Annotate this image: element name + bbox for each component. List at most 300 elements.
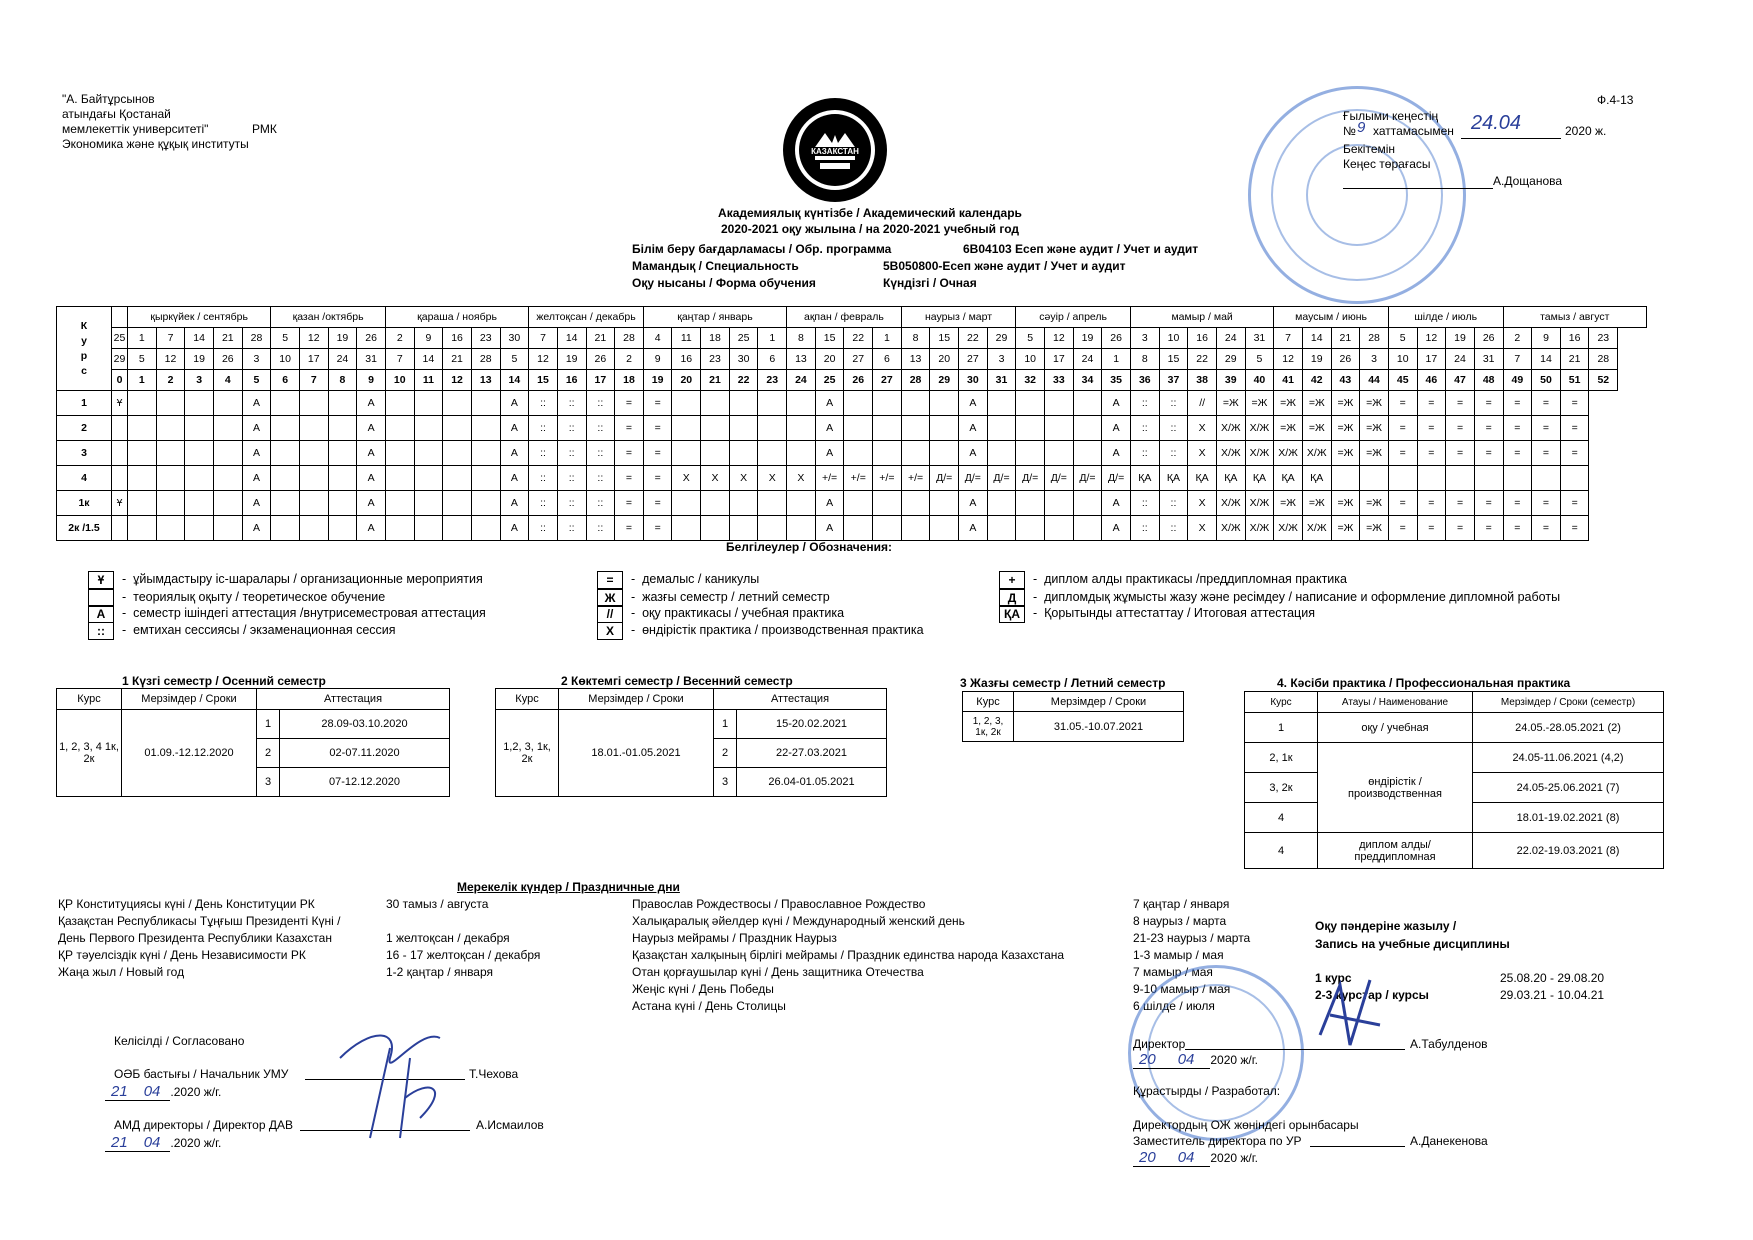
week-start-day: 14 bbox=[185, 328, 214, 349]
calendar-cell: А bbox=[959, 491, 988, 516]
calendar-cell: Д/= bbox=[1073, 466, 1102, 491]
legend-text-value: емтихан сессиясы / экзаменационная сессия bbox=[133, 623, 396, 637]
holiday-date: 8 наурыз / марта bbox=[1133, 914, 1227, 928]
calendar-cell: А bbox=[815, 391, 844, 416]
calendar-cell: :: bbox=[1130, 416, 1159, 441]
week-start-day: 14 bbox=[557, 328, 586, 349]
calendar-cell: А bbox=[1102, 391, 1131, 416]
calendar-cell bbox=[930, 441, 959, 466]
month-header: шілде / июль bbox=[1388, 307, 1503, 328]
holiday-date: 7 мамыр / мая bbox=[1133, 965, 1213, 979]
week-end-day: 12 bbox=[1274, 349, 1303, 370]
calendar-cell bbox=[328, 416, 357, 441]
calendar-cell: Х bbox=[758, 466, 787, 491]
sem3-period: 31.05.-10.07.2021 bbox=[1014, 712, 1184, 742]
director-date bbox=[1133, 1052, 1258, 1068]
sem2-att-date: 15-20.02.2021 bbox=[737, 710, 887, 739]
calendar-cell bbox=[185, 516, 214, 541]
calendar-cell bbox=[328, 466, 357, 491]
calendar-cell: :: bbox=[557, 516, 586, 541]
practice-title: 4. Кәсіби практика / Профессиональная практика bbox=[1277, 676, 1571, 690]
legend-text-value: ұйымдастыру іс-шаралары / организационные мероприятия bbox=[133, 572, 483, 586]
month-header: маусым / июнь bbox=[1274, 307, 1389, 328]
calendar-cell: ҚА bbox=[1188, 466, 1217, 491]
calendar-cell bbox=[1532, 466, 1561, 491]
practice-h-period: Мерзімдер / Сроки (семестр) bbox=[1473, 692, 1664, 713]
calendar-cell: ҚА bbox=[1159, 466, 1188, 491]
calendar-cell: А bbox=[357, 416, 386, 441]
legend-text: - Қорытынды аттестаттау / Итоговая аттестация bbox=[1033, 606, 1315, 620]
kurs-label: 4 bbox=[57, 466, 112, 491]
calendar-cell bbox=[443, 416, 472, 441]
holiday-date: 9-10 мамыр / мая bbox=[1133, 982, 1231, 996]
week-number: 6 bbox=[271, 370, 300, 391]
week-number: 38 bbox=[1188, 370, 1217, 391]
calendar-cell bbox=[844, 516, 873, 541]
calendar-cell: А bbox=[500, 466, 529, 491]
calendar-cell bbox=[271, 516, 300, 541]
legend-text: - дипломдық жұмысты жазу және ресімдеу / написание и оформление дипломной работы bbox=[1033, 590, 1561, 604]
week-start-day: 25 bbox=[729, 328, 758, 349]
legend-text-value: жазғы семестр / летний семестр bbox=[642, 590, 830, 604]
calendar-cell bbox=[443, 491, 472, 516]
calendar-cell bbox=[213, 441, 242, 466]
calendar-cell: ҚА bbox=[1302, 466, 1331, 491]
calendar-cell: :: bbox=[529, 466, 558, 491]
calendar-cell: = bbox=[1417, 391, 1446, 416]
calendar-cell: = bbox=[1503, 391, 1532, 416]
director-label: Директор bbox=[1133, 1037, 1186, 1051]
calendar-cell: = bbox=[1560, 516, 1589, 541]
legend-text-value: демалыс / каникулы bbox=[642, 572, 760, 586]
week-number: 28 bbox=[901, 370, 930, 391]
calendar-cell: Д/= bbox=[1102, 466, 1131, 491]
legend-text: - семестр ішіндегі аттестация /внутрисеместровая аттестация bbox=[122, 606, 486, 620]
legend-text-value: семестр ішіндегі аттестация /внутрисеместровая аттестация bbox=[133, 606, 486, 620]
week-number: 45 bbox=[1388, 370, 1417, 391]
calendar-cell bbox=[385, 466, 414, 491]
calendar-cell: :: bbox=[586, 491, 615, 516]
legend-symbol: // bbox=[597, 605, 623, 623]
calendar-cell: +/= bbox=[844, 466, 873, 491]
week-number: 46 bbox=[1417, 370, 1446, 391]
calendar-cell bbox=[299, 466, 328, 491]
calendar-cell: Х bbox=[787, 466, 816, 491]
calendar-cell bbox=[987, 416, 1016, 441]
calendar-cell bbox=[1446, 466, 1475, 491]
sem2-table bbox=[495, 688, 887, 797]
week-end-day: 19 bbox=[557, 349, 586, 370]
legend-text: - теориялық оқыту / теоретическое обучение bbox=[122, 590, 386, 604]
sem2-att-date: 26.04-01.05.2021 bbox=[737, 768, 887, 797]
week-start-day: 15 bbox=[930, 328, 959, 349]
week-start-day: 22 bbox=[959, 328, 988, 349]
week-end-day: 10 bbox=[1388, 349, 1417, 370]
academic-calendar bbox=[56, 306, 1647, 541]
calendar-cell bbox=[1474, 466, 1503, 491]
week-end-day: 31 bbox=[1474, 349, 1503, 370]
week-number: 1 bbox=[128, 370, 157, 391]
calendar-cell bbox=[271, 441, 300, 466]
week-number: 37 bbox=[1159, 370, 1188, 391]
week-end-day: 30 bbox=[729, 349, 758, 370]
calendar-cell: А bbox=[242, 441, 271, 466]
week-end-day: 13 bbox=[901, 349, 930, 370]
calendar-cell bbox=[672, 516, 701, 541]
director-date-month: 04 bbox=[1162, 1051, 1211, 1069]
specialty-value: 5В050800-Есеп және аудит / Учет и аудит bbox=[883, 259, 1126, 273]
week-start-day: 22 bbox=[844, 328, 873, 349]
calendar-cell: =Ж bbox=[1331, 491, 1360, 516]
calendar-cell: :: bbox=[1130, 441, 1159, 466]
calendar-cell: Х/Ж bbox=[1216, 441, 1245, 466]
month-header: желтоқсан / декабрь bbox=[529, 307, 644, 328]
calendar-cell bbox=[385, 441, 414, 466]
calendar-cell: ҚА bbox=[1245, 466, 1274, 491]
calendar-cell: А bbox=[357, 391, 386, 416]
calendar-cell: :: bbox=[586, 416, 615, 441]
calendar-cell: = bbox=[1446, 416, 1475, 441]
calendar-cell: // bbox=[1188, 391, 1217, 416]
week-number: 27 bbox=[873, 370, 902, 391]
week-number: 49 bbox=[1503, 370, 1532, 391]
practice-period: 24.05-11.06.2021 (4,2) bbox=[1473, 743, 1664, 773]
calendar-cell: = bbox=[643, 466, 672, 491]
calendar-cell bbox=[930, 516, 959, 541]
calendar-cell: А bbox=[242, 416, 271, 441]
calendar-cell: =Ж bbox=[1360, 416, 1389, 441]
umu-label: ОӘБ бастығы / Начальник УМУ bbox=[114, 1067, 289, 1081]
sem1-period: 01.09.-12.12.2020 bbox=[122, 710, 257, 797]
week-start-day: 16 bbox=[443, 328, 472, 349]
approval-chair-name: А.Дощанова bbox=[1493, 174, 1563, 188]
calendar-cell bbox=[414, 391, 443, 416]
holiday-name: Астана күні / День Столицы bbox=[632, 999, 786, 1013]
director-name: А.Табулденов bbox=[1410, 1037, 1488, 1051]
calendar-cell bbox=[443, 391, 472, 416]
calendar-cell bbox=[112, 516, 128, 541]
institution-line2: атындағы Қостанай bbox=[62, 107, 171, 121]
week-start-day: 19 bbox=[1073, 328, 1102, 349]
calendar-cell: А bbox=[500, 491, 529, 516]
week-end-day: 17 bbox=[1417, 349, 1446, 370]
calendar-cell bbox=[1045, 441, 1074, 466]
approval-year: 2020 ж. bbox=[1565, 124, 1607, 138]
week-start-day: 16 bbox=[1560, 328, 1589, 349]
week-start-day: 28 bbox=[615, 328, 644, 349]
week-end-day: 28 bbox=[1589, 349, 1618, 370]
calendar-cell: = bbox=[1532, 416, 1561, 441]
form-value: Күндізгі / Очная bbox=[883, 276, 977, 290]
university-logo-icon bbox=[780, 95, 890, 205]
institution-line1: "А. Байтұрсынов bbox=[62, 92, 155, 106]
legend-text: - ұйымдастыру іс-шаралары / организационные мероприятия bbox=[122, 572, 483, 586]
calendar-cell: = bbox=[615, 466, 644, 491]
week-start-day: 4 bbox=[643, 328, 672, 349]
calendar-cell: А bbox=[1102, 441, 1131, 466]
week-end-day: 3 bbox=[987, 349, 1016, 370]
dav-label: АМД директоры / Директор ДАВ bbox=[114, 1118, 293, 1132]
enroll-title2: Запись на учебные дисциплины bbox=[1315, 937, 1510, 951]
calendar-cell: А bbox=[1102, 416, 1131, 441]
week-start-day: 7 bbox=[529, 328, 558, 349]
enroll-title1: Оқу пәндеріне жазылу / bbox=[1315, 919, 1457, 933]
calendar-cell: Д/= bbox=[1045, 466, 1074, 491]
director-date-year: 2020 ж/г. bbox=[1210, 1053, 1259, 1067]
week-number: 2 bbox=[156, 370, 185, 391]
calendar-cell bbox=[128, 516, 157, 541]
logo-text: КАЗАКСТАН bbox=[811, 147, 859, 156]
calendar-cell bbox=[873, 441, 902, 466]
calendar-cell bbox=[271, 491, 300, 516]
institution-line3: мемлекеттік университеті" bbox=[62, 122, 209, 136]
practice-kurs: 2, 1к bbox=[1245, 743, 1318, 773]
calendar-cell bbox=[128, 416, 157, 441]
week-start-day: 21 bbox=[1331, 328, 1360, 349]
holiday-name: Православ Рождествосы / Православное Рождество bbox=[632, 897, 926, 911]
calendar-cell bbox=[758, 516, 787, 541]
institution-block bbox=[62, 92, 277, 152]
week-number: 25 bbox=[815, 370, 844, 391]
calendar-cell: А bbox=[959, 441, 988, 466]
sem3-kurs: 1, 2, 3, 1к, 2к bbox=[963, 712, 1014, 742]
sem2-h-kurs: Курс bbox=[496, 689, 559, 710]
signature-icon bbox=[1310, 975, 1390, 1070]
practice-period: 22.02-19.03.2021 (8) bbox=[1473, 833, 1664, 869]
calendar-cell bbox=[271, 416, 300, 441]
week-start-day: 26 bbox=[1102, 328, 1131, 349]
calendar-cell: А bbox=[1102, 491, 1131, 516]
calendar-cell bbox=[471, 391, 500, 416]
sem2-att-n: 2 bbox=[714, 739, 737, 768]
approval-date: 24.04 bbox=[1471, 112, 1522, 134]
week-number: 50 bbox=[1532, 370, 1561, 391]
legend-symbol: А bbox=[88, 605, 114, 623]
calendar-cell: Х bbox=[729, 466, 758, 491]
week-number: 22 bbox=[729, 370, 758, 391]
week-end-day: 14 bbox=[414, 349, 443, 370]
week-end-day: 17 bbox=[1045, 349, 1074, 370]
week-end-day: 14 bbox=[1532, 349, 1561, 370]
calendar-cell bbox=[1073, 441, 1102, 466]
calendar-cell: А bbox=[500, 441, 529, 466]
week-start-day: 21 bbox=[213, 328, 242, 349]
sem1-att-n: 2 bbox=[257, 739, 280, 768]
enroll-kurs: 1 курс bbox=[1315, 971, 1352, 985]
week-start-day: 1 bbox=[758, 328, 787, 349]
week-start-day: 23 bbox=[1589, 328, 1618, 349]
week-end-day: 3 bbox=[1360, 349, 1389, 370]
deputy-label2: Заместитель директора по УР bbox=[1133, 1134, 1302, 1148]
form-label: Оқу нысаны / Форма обучения bbox=[632, 276, 816, 290]
calendar-cell: = bbox=[1388, 416, 1417, 441]
week-start-day: 11 bbox=[672, 328, 701, 349]
month-header: сәуір / апрель bbox=[1016, 307, 1131, 328]
calendar-cell bbox=[156, 391, 185, 416]
practice-period: 24.05.-28.05.2021 (2) bbox=[1473, 713, 1664, 743]
calendar-cell: = bbox=[1560, 391, 1589, 416]
program-label: Білім беру бағдарламасы / Обр. программа bbox=[632, 242, 892, 256]
calendar-cell: Х/Ж bbox=[1245, 416, 1274, 441]
calendar-cell: Х bbox=[1188, 416, 1217, 441]
week-start-day: 28 bbox=[1360, 328, 1389, 349]
calendar-cell bbox=[701, 516, 730, 541]
week-number: 39 bbox=[1216, 370, 1245, 391]
kurs-header-letter: у bbox=[81, 334, 87, 347]
calendar-cell bbox=[1045, 391, 1074, 416]
dav-date-year: .2020 ж/г. bbox=[170, 1136, 222, 1150]
calendar-cell bbox=[385, 416, 414, 441]
calendar-cell bbox=[471, 441, 500, 466]
sem1-att-date: 07-12.12.2020 bbox=[280, 768, 450, 797]
week-number: 7 bbox=[299, 370, 328, 391]
week-end-day: 23 bbox=[701, 349, 730, 370]
week-start-day: 1 bbox=[128, 328, 157, 349]
calendar-cell: +/= bbox=[901, 466, 930, 491]
calendar-cell: ҚА bbox=[1130, 466, 1159, 491]
calendar-cell: А bbox=[242, 516, 271, 541]
month-header: наурыз / март bbox=[901, 307, 1016, 328]
legend-text-value: оқу практикасы / учебная практика bbox=[642, 606, 845, 620]
legend-text-value: Қорытынды аттестаттау / Итоговая аттестация bbox=[1044, 606, 1315, 620]
practice-h-kurs: Курс bbox=[1245, 692, 1318, 713]
holiday-name: Халықаралық әйелдер күні / Международный женский день bbox=[632, 914, 965, 928]
week-end-day: 21 bbox=[1560, 349, 1589, 370]
calendar-cell: А bbox=[357, 441, 386, 466]
calendar-cell: = bbox=[1560, 491, 1589, 516]
month-header: ақпан / февраль bbox=[787, 307, 902, 328]
calendar-cell: +/= bbox=[815, 466, 844, 491]
week-start-day: 7 bbox=[1274, 328, 1303, 349]
calendar-cell: Х/Ж bbox=[1274, 441, 1303, 466]
practice-name: диплом алды/ преддипломная bbox=[1318, 833, 1473, 869]
calendar-cell bbox=[185, 391, 214, 416]
calendar-cell: = bbox=[1446, 391, 1475, 416]
dav-date-month: 04 bbox=[134, 1134, 171, 1152]
week-start-day: 12 bbox=[1417, 328, 1446, 349]
legend-text-value: дипломдық жұмысты жазу және ресімдеу / написание и оформление дипломной работы bbox=[1044, 590, 1561, 604]
calendar-cell: = bbox=[615, 491, 644, 516]
calendar-cell: А bbox=[500, 516, 529, 541]
calendar-cell bbox=[385, 391, 414, 416]
calendar-cell bbox=[128, 491, 157, 516]
calendar-cell: Х/Ж bbox=[1302, 441, 1331, 466]
week-number: 41 bbox=[1274, 370, 1303, 391]
umu-name: Т.Чехова bbox=[469, 1067, 519, 1081]
week-end-day: 24 bbox=[1446, 349, 1475, 370]
sem1-att-n: 3 bbox=[257, 768, 280, 797]
calendar-cell bbox=[414, 491, 443, 516]
week-number: 20 bbox=[672, 370, 701, 391]
calendar-cell bbox=[758, 391, 787, 416]
week-number: 12 bbox=[443, 370, 472, 391]
calendar-cell bbox=[1560, 466, 1589, 491]
calendar-cell: :: bbox=[1159, 391, 1188, 416]
calendar-cell bbox=[901, 416, 930, 441]
week-start-day: 29 bbox=[987, 328, 1016, 349]
calendar-cell bbox=[213, 491, 242, 516]
calendar-cell: =Ж bbox=[1360, 491, 1389, 516]
calendar-cell bbox=[1045, 516, 1074, 541]
week-number: 11 bbox=[414, 370, 443, 391]
enroll-kurs: 2-3 курстар / курсы bbox=[1315, 988, 1429, 1002]
sem2-att-date: 22-27.03.2021 bbox=[737, 739, 887, 768]
calendar-cell bbox=[1417, 466, 1446, 491]
practice-period: 24.05-25.06.2021 (7) bbox=[1473, 773, 1664, 803]
dav-name: А.Исмаилов bbox=[476, 1118, 544, 1132]
calendar-cell: =Ж bbox=[1331, 391, 1360, 416]
calendar-cell: = bbox=[1474, 441, 1503, 466]
calendar-cell: :: bbox=[1159, 416, 1188, 441]
calendar-cell: ҚА bbox=[1274, 466, 1303, 491]
calendar-cell bbox=[901, 391, 930, 416]
calendar-cell bbox=[471, 466, 500, 491]
calendar-cell bbox=[1016, 416, 1045, 441]
approval-line4: Кеңес төрағасы bbox=[1343, 157, 1431, 171]
calendar-cell: = bbox=[1446, 491, 1475, 516]
calendar-cell bbox=[443, 516, 472, 541]
calendar-table bbox=[56, 306, 1647, 541]
calendar-cell: :: bbox=[557, 491, 586, 516]
calendar-cell: Д/= bbox=[930, 466, 959, 491]
calendar-cell bbox=[787, 416, 816, 441]
month-cell-empty bbox=[112, 307, 128, 328]
calendar-cell: = bbox=[1388, 491, 1417, 516]
calendar-cell bbox=[672, 391, 701, 416]
week-end-day: 15 bbox=[1159, 349, 1188, 370]
practice-name: өндірістік / производственная bbox=[1318, 743, 1473, 833]
legend-symbol: ҚА bbox=[999, 605, 1025, 623]
holiday-date: 6 шілде / июля bbox=[1133, 999, 1215, 1013]
legend-text: - демалыс / каникулы bbox=[631, 572, 760, 586]
week-end-day: 5 bbox=[500, 349, 529, 370]
week-start-day: 18 bbox=[701, 328, 730, 349]
week-number: 30 bbox=[959, 370, 988, 391]
calendar-cell: Д/= bbox=[1016, 466, 1045, 491]
holiday-name: Отан қорғаушылар күні / День защитника Отечества bbox=[632, 965, 924, 979]
practice-kurs: 3, 2к bbox=[1245, 773, 1318, 803]
week-end-day: 27 bbox=[844, 349, 873, 370]
week-number: 21 bbox=[701, 370, 730, 391]
calendar-cell: = bbox=[615, 441, 644, 466]
program-value: 6В04103 Есеп және аудит / Учет и аудит bbox=[963, 242, 1199, 256]
week-end-day: 6 bbox=[758, 349, 787, 370]
calendar-cell bbox=[701, 491, 730, 516]
week-number: 3 bbox=[185, 370, 214, 391]
calendar-cell: = bbox=[1446, 516, 1475, 541]
calendar-cell: Х/Ж bbox=[1245, 491, 1274, 516]
week-start-day: 5 bbox=[271, 328, 300, 349]
calendar-cell: = bbox=[1446, 441, 1475, 466]
week-number: 19 bbox=[643, 370, 672, 391]
calendar-cell: ҚА bbox=[1216, 466, 1245, 491]
calendar-cell: = bbox=[1474, 416, 1503, 441]
week-end-day: 31 bbox=[357, 349, 386, 370]
calendar-cell bbox=[901, 441, 930, 466]
week-start-day: 19 bbox=[328, 328, 357, 349]
calendar-cell: = bbox=[1474, 391, 1503, 416]
sem3-table bbox=[962, 691, 1184, 742]
calendar-cell: = bbox=[1417, 416, 1446, 441]
calendar-cell: =Ж bbox=[1216, 391, 1245, 416]
legend-text: - емтихан сессиясы / экзаменационная сессия bbox=[122, 623, 396, 637]
calendar-cell: :: bbox=[1159, 441, 1188, 466]
holiday-name: Қазақстан Республикасы Тұңғыш Президенті Күні / bbox=[58, 914, 341, 928]
week-number: 10 bbox=[385, 370, 414, 391]
week-start-day: 23 bbox=[471, 328, 500, 349]
deputy-date-day: 20 bbox=[1133, 1149, 1162, 1167]
week-start-day: 1 bbox=[873, 328, 902, 349]
